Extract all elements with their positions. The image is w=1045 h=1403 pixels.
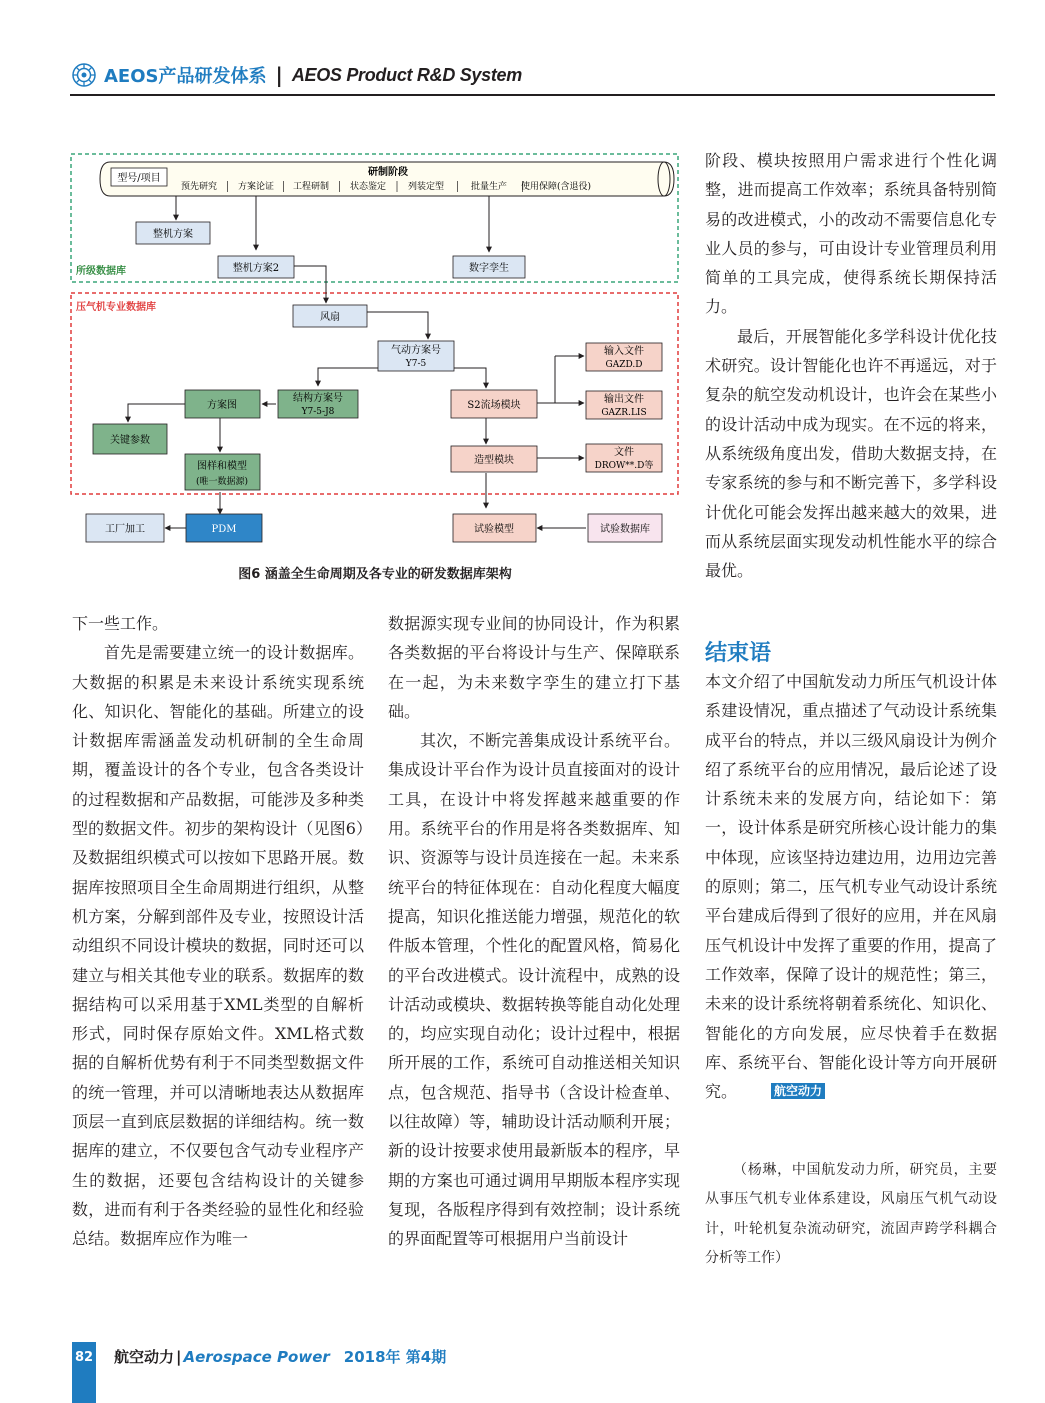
conclusion-text: 本文介绍了中国航发动力所压气机设计体系建设情况，重点描述了气动设计系统集成平台的特点，并以三级风扇设计为例介绍了系统平台的应用情况，最后论述了设计系统未来的发展方向，结论如下：第一，设计体系是研究所核心设计能力的集中体现，应该坚持边建边用，边用边完善的原则；第二，压气机专业气动设计系统平台建成后得到了很好的应用，并在风扇压气机设计中发挥了重要的作用，提高了工作效率，保障了设计的规范性；第三，未来的设计系统将朝着系统化、知识化、智能化的方向发展，应尽快着手在数据库、系统平台、智能化设计等方向开展研究。	[705, 672, 997, 1102]
header-separator: |	[275, 63, 283, 87]
drawing-model-note: (唯一数据源)	[195, 477, 249, 487]
struct-scheme-id: Y7-5-J8	[301, 407, 335, 417]
aero-scheme-label: 气动方案号	[391, 345, 441, 356]
region-compressor-db-label: 压气机专业数据库	[76, 302, 156, 313]
footer-journal-en: Aerospace Power	[183, 1348, 330, 1366]
author-text: （杨琳，中国航发动力所，研究员，主要从事压气机专业体系建设，风扇压气机气动设计，叶轮机复杂流动研究，流固声跨学科耦合分析等工作）	[705, 1162, 997, 1266]
input-file-name: GAZD.D	[605, 360, 643, 370]
database-architecture-figure	[68, 150, 682, 560]
body-column-2	[388, 609, 680, 1254]
stage-title: 研制阶段	[368, 167, 408, 178]
end-mark-badge: 航空动力	[771, 1083, 825, 1099]
whole-scheme-label: 整机方案	[153, 229, 193, 240]
header-section-en: AEOS Product R&D System	[291, 64, 522, 85]
aero-scheme-id: Y7-5	[405, 359, 427, 369]
stage-label: 状态鉴定	[349, 182, 387, 192]
stage-label: 工程研制	[292, 182, 330, 192]
col3-paragraph-continued: 阶段、模块按照用户需求进行个性化调整，进而提高工作效率；系统具备特别简易的改进模式，小的改动不需要信息化专业人员的参与，可由设计专业管理员利用简单的工具完成，使得系统长期保持活力。	[705, 151, 997, 317]
file-name: DROW**.D等	[594, 461, 654, 471]
file-label: 文件	[614, 447, 634, 458]
input-file-label: 输入文件	[604, 346, 644, 357]
whole-scheme2-label: 整机方案2	[232, 263, 280, 274]
col1-lead-line: 下一些工作。	[72, 614, 169, 633]
stage-label: 列装定型	[407, 182, 445, 192]
scheme-drawing-label: 方案图	[207, 400, 237, 411]
col2-paragraph-continued: 数据源实现专业间的协同设计，作为积累各类数据的平台将设计与生产、保障联系在一起，为未来数字孪生的建立打下基础。	[388, 614, 680, 721]
stage-label: 预先研究	[180, 182, 218, 192]
running-header	[72, 60, 522, 90]
conclusion-paragraph	[705, 667, 997, 1106]
body-column-3	[705, 146, 997, 585]
col2-paragraph-platform: 其次，不断完善集成设计系统平台。集成设计平台作为设计员直接面对的设计工具，在设计中将发挥越来越重要的作用。系统平台的作用是将各类数据库、知识、资源等与设计员连接在一起。未来系统平台的特征体现在：自动化程度大幅度提高，知识化推送能力增强，规范化的软件版本管理，个性化的配置风格，简易化的平台改进模式。设计流程中，成熟的设计活动或模块、数据转换等能自动化处理的，均应实现自动化；设计过程中，根据所开展的工作，系统可自动推送相关知识点，包含规范、指导书（含设计检查单、以往故障）等，辅助设计活动顺利开展；新的设计按要求使用最新版本的程序，早期的方案也可通过调用早期版本程序实现复现，各版程序得到有效控制；设计系统的界面配置等可根据用户当前设计	[388, 731, 680, 1249]
output-file-name: GAZR.LIS	[601, 408, 647, 418]
stage-list	[181, 180, 591, 192]
header-section-cn: AEOS产品研发体系	[104, 66, 267, 87]
region-institute-db-label: 所级数据库	[76, 266, 126, 277]
stage-label: 批量生产	[470, 182, 508, 192]
test-model-label: 试验模型	[474, 524, 514, 535]
figure-caption: 图6 涵盖全生命周期及各专业的研发数据库架构	[238, 567, 512, 582]
footer-journal	[114, 1346, 446, 1367]
conclusion-body	[705, 667, 997, 1106]
drawing-model-label: 图样和模型	[197, 461, 247, 472]
aeos-logo-icon	[72, 63, 96, 87]
footer-issue: 2018年 第4期	[343, 1348, 447, 1366]
footer-journal-cn: 航空动力	[114, 1348, 175, 1366]
digital-twin-label: 数字孪生	[469, 263, 509, 274]
footer-separator: |	[176, 1348, 182, 1366]
body-column-1	[72, 609, 364, 1254]
struct-scheme-label: 结构方案号	[293, 393, 343, 404]
pdm-label: PDM	[211, 524, 237, 535]
col1-paragraph-database: 首先是需要建立统一的设计数据库。大数据的积累是未来设计系统实现系统化、知识化、智能化的基础。所建立的设计数据库需涵盖发动机研制的全生命周期，覆盖设计的各个专业，包含各类设计的过程数据和产品数据，可能涉及多种类型的数据文件。初步的架构设计（见图6）及数据组织模式可以按如下思路开展。数据库按照项目全生命周期进行组织，从整机方案，分解到部件及专业，按照设计活动组织不同设计模块的数据，同时还可以建立与相关其他专业的联系。数据库的数据结构可以采用基于XML类型的自解析形式，同时保存原始文件。XML格式数据的自解析优势有利于不同类型数据文件的统一管理，并可以清晰地表达从数据库顶层一直到底层数据的详细结构。统一数据库的建立，不仅要包含气动专业程序产生的数据，还要包含结构设计的关键参数，进而有利于各类经验的显性化和经验总结。数据库应作为唯一	[72, 643, 364, 1249]
page-number: 82	[74, 1350, 94, 1365]
stage-label: 使用保障(含退役)	[520, 182, 592, 192]
key-params-label: 关键参数	[110, 435, 150, 446]
factory-label: 工厂加工	[105, 524, 145, 535]
conclusion-title: 结束语	[705, 641, 772, 666]
col3-paragraph-intelligent: 最后，开展智能化多学科设计优化技术研究。设计智能化也许不再遥远，对于复杂的航空发动机设计，也许会在某些小的设计活动中成为现实。在不远的将来，从系统级角度出发，借助大数据支持，在专家系统的参与和不断完善下，多学科设计优化可能会发挥出越来越大的效果，进而从系统层面实现发动机性能水平的综合最优。	[705, 326, 997, 581]
test-db-label: 试验数据库	[600, 524, 650, 535]
author-note	[705, 1156, 997, 1273]
stage-label: 方案论证	[237, 182, 275, 192]
shape-module-label: 造型模块	[474, 455, 514, 466]
fan-label: 风扇	[320, 312, 340, 323]
s2-module-label: S2流场模块	[467, 400, 521, 411]
scroll-project-label: 型号/项目	[117, 173, 161, 184]
output-file-label: 输出文件	[604, 394, 644, 405]
header-rule	[70, 94, 995, 96]
